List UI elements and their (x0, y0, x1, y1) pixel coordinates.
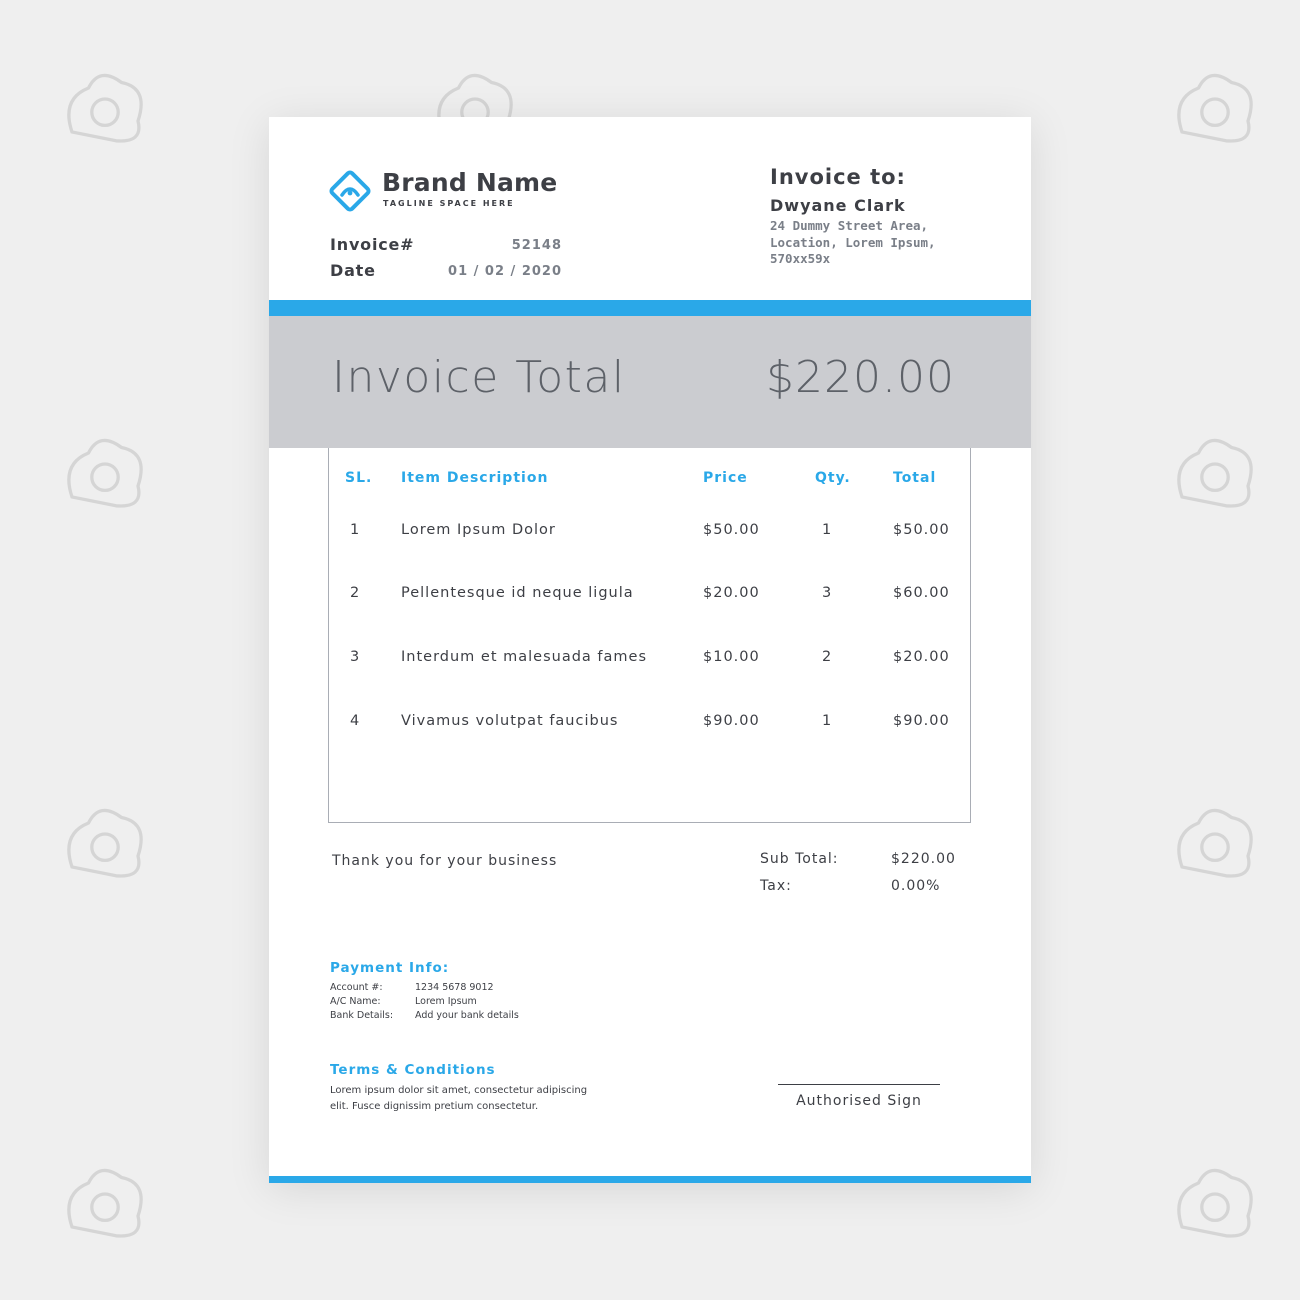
row-price: $90.00 (703, 713, 760, 729)
terms-text (330, 1083, 620, 1115)
terms-title: Terms & Conditions (330, 1062, 496, 1078)
row-sl: 1 (350, 522, 361, 538)
address-line: 570xx59x (770, 251, 831, 266)
row-total: $20.00 (893, 649, 950, 665)
accent-bar-top (269, 300, 1031, 316)
row-total: $90.00 (893, 713, 950, 729)
row-sl: 3 (350, 649, 361, 665)
invoice-document (269, 117, 1031, 1183)
row-price: $20.00 (703, 585, 760, 601)
brand-tagline: TAGLINE SPACE HERE (383, 199, 515, 208)
address-line: Location, Lorem Ipsum, (770, 234, 936, 250)
terms-line: elit. Fusce dignissim pretium consectetur. (330, 1101, 539, 1112)
invoice-total-label: Invoice Total (332, 352, 626, 403)
row-total: $60.00 (893, 585, 950, 601)
column-header-total: Total (893, 470, 937, 486)
watermark-icon (50, 55, 160, 165)
watermark-icon (50, 790, 160, 900)
watermark-icon (1160, 55, 1270, 165)
watermark-icon (1160, 790, 1270, 900)
items-table-border (328, 448, 971, 823)
invoice-number-label: Invoice# (330, 235, 415, 254)
row-qty: 2 (822, 649, 833, 665)
row-total: $50.00 (893, 522, 950, 538)
invoice-total-amount: $220.00 (766, 352, 955, 403)
subtotal-label: Sub Total: (760, 851, 839, 867)
watermark-icon (1160, 420, 1270, 530)
table-row (269, 585, 1031, 605)
table-row (269, 649, 1031, 669)
row-description: Pellentesque id neque ligula (401, 585, 634, 601)
row-qty: 1 (822, 713, 833, 729)
recipient-address (770, 218, 990, 268)
watermark-icon (50, 1150, 160, 1260)
address-line: 24 Dummy Street Area, (770, 218, 929, 233)
row-sl: 2 (350, 585, 361, 601)
terms-line: Lorem ipsum dolor sit amet, consectetur adipiscing (330, 1085, 588, 1096)
row-qty: 1 (822, 522, 833, 538)
authorised-sign-label: Authorised Sign (796, 1093, 922, 1109)
invoice-to-title: Invoice to: (770, 165, 906, 189)
bank-details-label: Bank Details: (330, 1010, 394, 1021)
account-label: Account #: (330, 982, 383, 993)
bank-details-value: Add your bank details (415, 1010, 519, 1021)
date-value: 01 / 02 / 2020 (448, 264, 562, 279)
column-header-price: Price (703, 470, 748, 486)
row-sl: 4 (350, 713, 361, 729)
column-header-description: Item Description (401, 470, 549, 486)
row-qty: 3 (822, 585, 833, 601)
tax-label: Tax: (760, 878, 792, 894)
invoice-total-band (269, 316, 1031, 448)
row-description: Vivamus volutpat faucibus (401, 713, 619, 729)
account-value: 1234 5678 9012 (415, 982, 494, 993)
row-price: $50.00 (703, 522, 760, 538)
invoice-number-value: 52148 (511, 238, 562, 253)
watermark-icon (1160, 1150, 1270, 1260)
thank-you-note: Thank you for your business (332, 853, 558, 869)
date-label: Date (330, 261, 376, 280)
row-description: Lorem Ipsum Dolor (401, 522, 556, 538)
brand-name: Brand Name (382, 168, 558, 197)
account-name-value: Lorem Ipsum (415, 996, 477, 1007)
payment-info-title: Payment Info: (330, 960, 450, 976)
recipient-name: Dwyane Clark (770, 196, 906, 215)
subtotal-value: $220.00 (891, 851, 956, 867)
column-header-qty: Qty. (815, 470, 851, 486)
signature-line (778, 1084, 940, 1085)
column-header-sl: SL. (345, 470, 373, 486)
row-description: Interdum et malesuada fames (401, 649, 648, 665)
table-row (269, 713, 1031, 733)
diamond-logo-icon (326, 167, 374, 215)
accent-bar-bottom (269, 1176, 1031, 1183)
tax-value: 0.00% (891, 878, 941, 894)
account-name-label: A/C Name: (330, 996, 381, 1007)
table-row (269, 522, 1031, 542)
row-price: $10.00 (703, 649, 760, 665)
watermark-icon (50, 420, 160, 530)
